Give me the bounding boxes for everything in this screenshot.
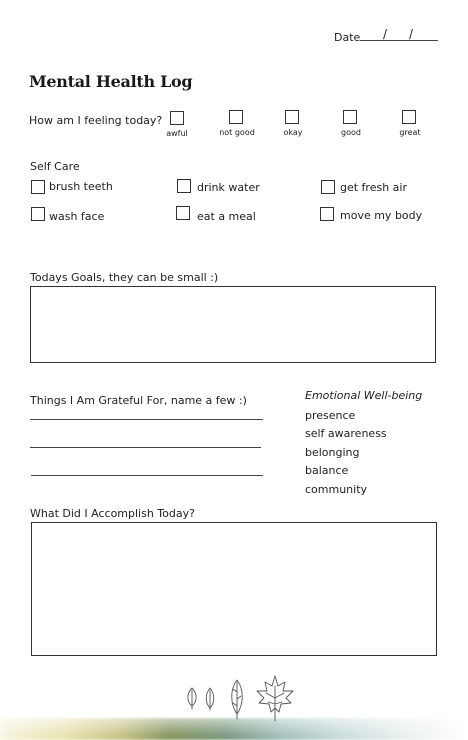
- self-care-label-eat-meal: eat a meal: [197, 210, 256, 223]
- wellbeing-heading: Emotional Well-being: [305, 389, 423, 402]
- date-slash-1: /: [383, 27, 388, 41]
- self-care-label-move-body: move my body: [340, 209, 423, 222]
- accomplish-heading: What Did I Accomplish Today?: [30, 507, 195, 520]
- date-label: Date: [334, 31, 361, 44]
- self-care-checkbox-eat-meal[interactable]: [176, 206, 190, 220]
- self-care-checkbox-wash-face[interactable]: [31, 207, 45, 221]
- page-title: Mental Health Log: [29, 72, 193, 91]
- grateful-heading: Things I Am Grateful For, name a few :): [30, 394, 247, 407]
- grateful-line-2[interactable]: [30, 447, 261, 448]
- wellbeing-item: presence: [305, 409, 356, 422]
- date-field-line[interactable]: [360, 40, 438, 41]
- feeling-checkbox-good[interactable]: [343, 110, 357, 124]
- self-care-label-wash-face: wash face: [49, 210, 105, 223]
- feeling-label-great: great: [399, 128, 421, 137]
- goals-heading: Todays Goals, they can be small :): [30, 271, 219, 284]
- date-slash-2: /: [409, 27, 414, 41]
- feeling-checkbox-great[interactable]: [402, 110, 416, 124]
- feeling-label-awful: awful: [166, 129, 188, 138]
- feeling-checkbox-not-good[interactable]: [229, 110, 243, 124]
- feeling-checkbox-okay[interactable]: [285, 110, 299, 124]
- feeling-question: How am I feeling today?: [29, 114, 163, 127]
- self-care-checkbox-move-body[interactable]: [320, 207, 334, 221]
- self-care-label-fresh-air: get fresh air: [340, 181, 407, 194]
- wellbeing-item: belonging: [305, 446, 360, 459]
- wellbeing-item: balance: [305, 464, 349, 477]
- maple-leaf-icon: [257, 676, 293, 721]
- grateful-line-1[interactable]: [30, 419, 263, 420]
- feeling-label-good: good: [341, 128, 361, 137]
- leaf-icon: [206, 688, 214, 710]
- grateful-line-3[interactable]: [31, 475, 263, 476]
- self-care-label-drink-water: drink water: [197, 181, 260, 194]
- wellbeing-item: community: [305, 483, 368, 496]
- feeling-checkbox-awful[interactable]: [170, 111, 184, 125]
- feeling-label-okay: okay: [283, 128, 303, 137]
- self-care-checkbox-drink-water[interactable]: [177, 179, 191, 193]
- wellbeing-item: self awareness: [305, 427, 387, 440]
- feeling-label-not-good: not good: [219, 128, 255, 137]
- leaves-decoration: [180, 672, 300, 724]
- self-care-label-brush-teeth: brush teeth: [49, 180, 113, 193]
- self-care-heading: Self Care: [30, 160, 80, 173]
- self-care-checkbox-brush-teeth[interactable]: [31, 180, 45, 194]
- goals-textbox[interactable]: [30, 286, 436, 363]
- leaf-icon: [232, 680, 243, 719]
- accomplish-textbox[interactable]: [31, 522, 437, 656]
- leaf-icon: [188, 688, 196, 709]
- self-care-checkbox-fresh-air[interactable]: [321, 180, 335, 194]
